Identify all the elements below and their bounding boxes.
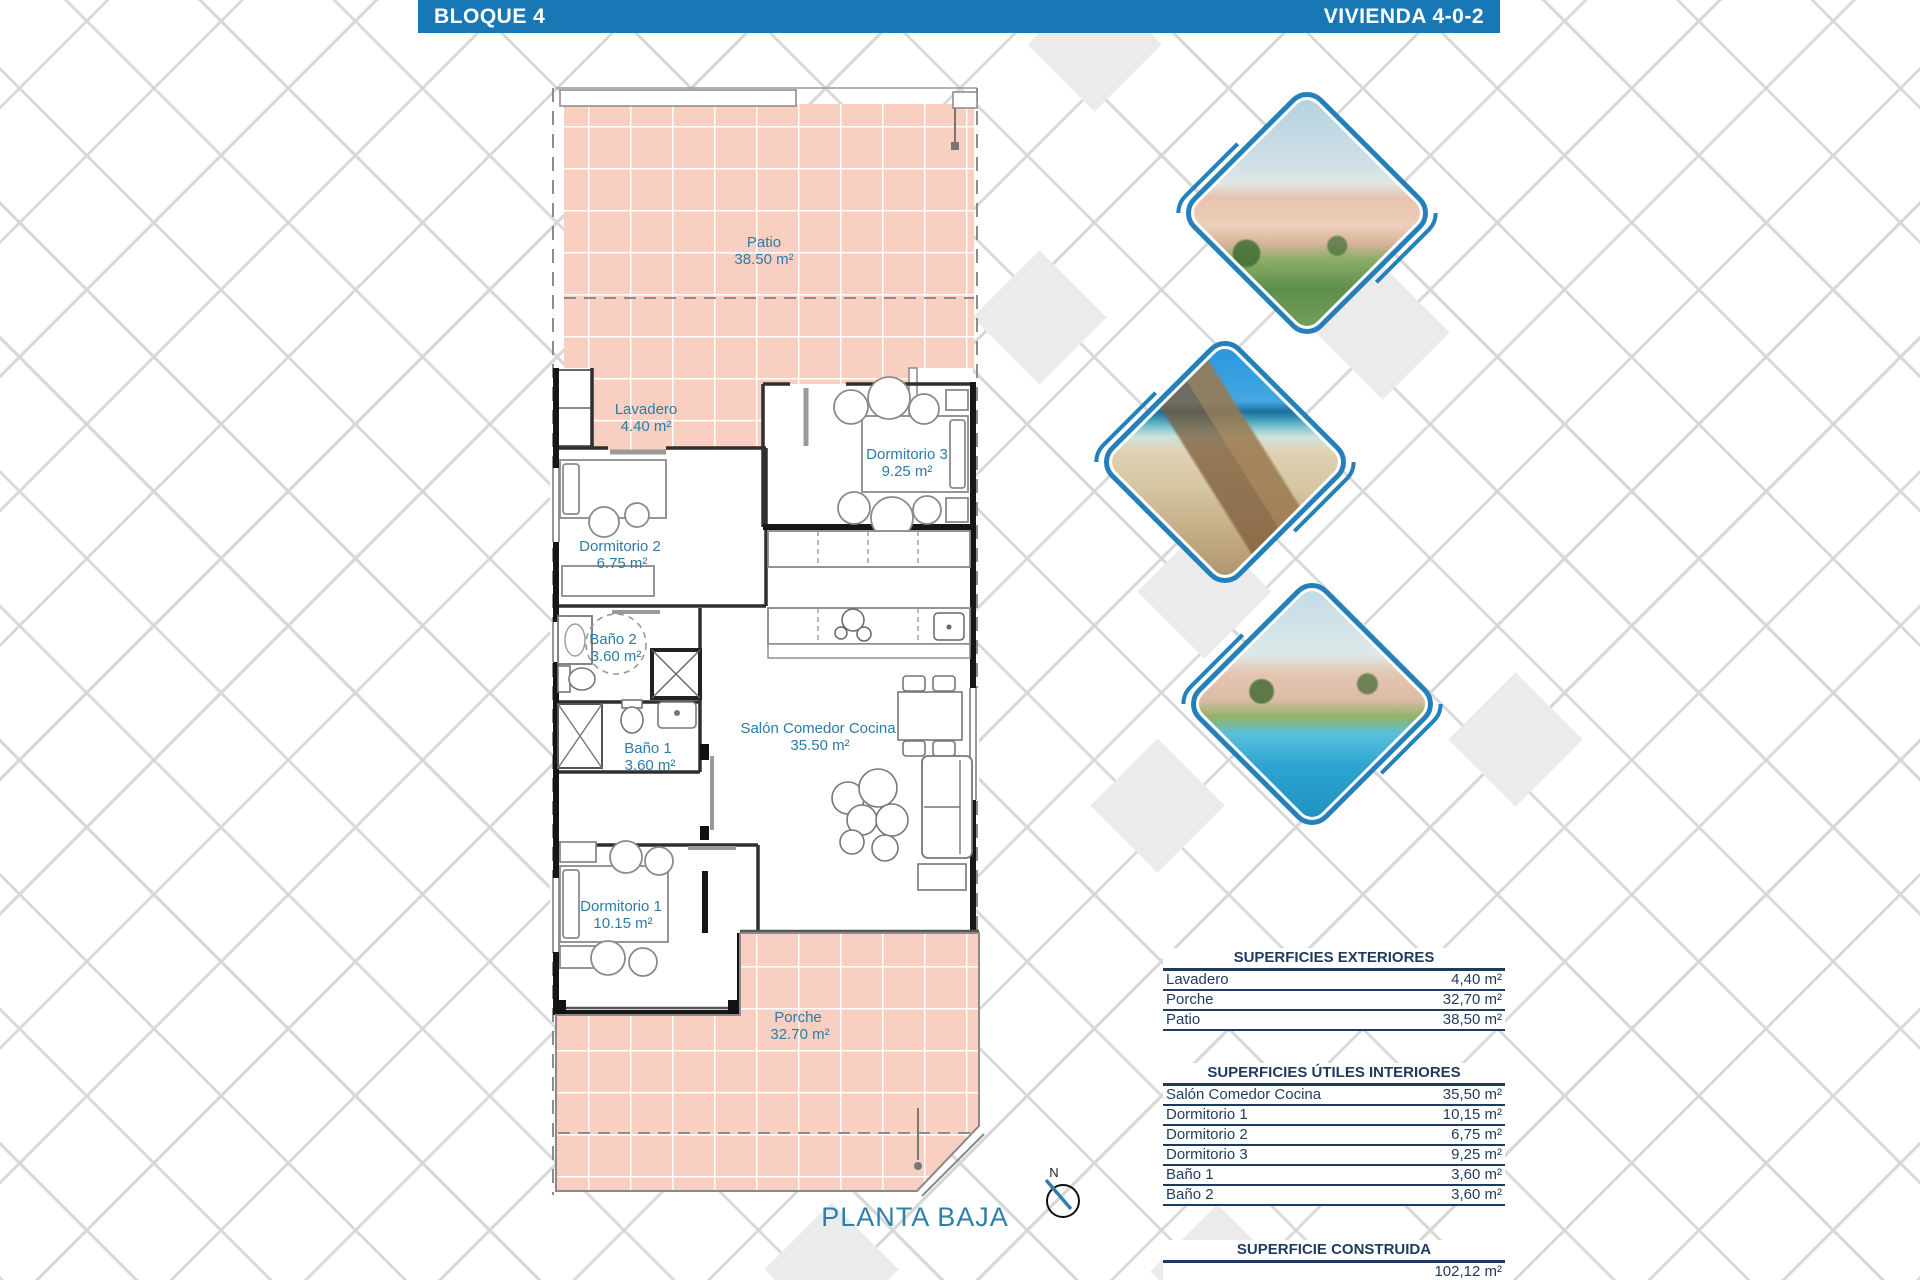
row-label: Porche: [1166, 991, 1214, 1008]
table-row: [1163, 1263, 1505, 1280]
row-value: 3,60 m²: [1451, 1166, 1502, 1183]
row-value: 3,60 m²: [1451, 1186, 1502, 1203]
table-row: [1163, 1166, 1505, 1186]
dormitorio3-label: Dormitorio 3: [866, 446, 948, 463]
salon-area: 35.50 m²: [790, 737, 850, 754]
dormitorio2-label: Dormitorio 2: [579, 538, 661, 555]
row-value: 4,40 m²: [1451, 971, 1502, 988]
bano2-label: Baño 2: [589, 631, 637, 648]
table-row: [1163, 1086, 1505, 1106]
table-title: SUPERFICIES EXTERIORES: [1163, 948, 1505, 971]
row-value: 102,12 m²: [1434, 1263, 1502, 1280]
row-label: Dormitorio 2: [1166, 1126, 1248, 1143]
row-value: 9,25 m²: [1451, 1146, 1502, 1163]
table-title: SUPERFICIES ÚTILES INTERIORES: [1163, 1063, 1505, 1086]
row-label: Salón Comedor Cocina: [1166, 1086, 1322, 1103]
porche-label: Porche: [774, 1009, 822, 1026]
header-bar: [418, 0, 1500, 33]
row-value: 6,75 m²: [1451, 1126, 1502, 1143]
table-row: [1163, 1106, 1505, 1126]
surface-tables: [1163, 948, 1505, 1280]
dormitorio2-area: 6.75 m²: [596, 555, 648, 572]
dormitorio1-label: Dormitorio 1: [580, 898, 662, 915]
table-superficies-exteriores: [1163, 948, 1505, 1031]
row-value: 32,70 m²: [1442, 991, 1502, 1008]
row-value: 35,50 m²: [1442, 1086, 1502, 1103]
table-row: [1163, 1126, 1505, 1146]
table-row: [1163, 991, 1505, 1011]
block-title: BLOQUE 4: [434, 4, 546, 28]
bano2-area: 3.60 m²: [590, 648, 642, 665]
row-label: Dormitorio 1: [1166, 1106, 1248, 1123]
table-row: [1163, 1186, 1505, 1206]
unit-title: VIVIENDA 4-0-2: [1323, 4, 1484, 28]
dormitorio1-area: 10.15 m²: [593, 915, 653, 932]
row-label: Dormitorio 3: [1166, 1146, 1248, 1163]
room-patio: [560, 90, 977, 368]
patio-label: Patio: [746, 234, 782, 251]
table-title: SUPERFICIE CONSTRUIDA: [1163, 1240, 1505, 1263]
row-value: 10,15 m²: [1442, 1106, 1502, 1123]
bano1-area: 3.60 m²: [624, 757, 676, 774]
patio-area: 38.50 m²: [734, 251, 794, 268]
room-dormitorio1: [560, 841, 673, 976]
table-superficie-construida: [1163, 1240, 1505, 1280]
row-value: 38,50 m²: [1442, 1011, 1502, 1028]
salon-label: Salón Comedor Cocina: [740, 720, 896, 737]
row-label: Patio: [1166, 1011, 1201, 1028]
porche-area: 32.70 m²: [770, 1026, 830, 1043]
dormitorio3-area: 9.25 m²: [881, 463, 933, 480]
table-superficies-interiores: [1163, 1063, 1505, 1206]
row-label: Baño 2: [1166, 1186, 1214, 1203]
bano1-label: Baño 1: [624, 740, 672, 757]
row-label: Baño 1: [1166, 1166, 1214, 1183]
entry-door-jamb: [700, 744, 709, 760]
row-label: Lavadero: [1166, 971, 1229, 988]
compass-n-label: N: [1049, 1165, 1059, 1180]
table-row: [1163, 971, 1505, 991]
table-row: [1163, 1011, 1505, 1031]
plan-title: PLANTA BAJA: [821, 1202, 1009, 1232]
lavadero-area: 4.40 m²: [620, 418, 672, 435]
table-row: [1163, 1146, 1505, 1166]
lavadero-label: Lavadero: [614, 401, 678, 418]
